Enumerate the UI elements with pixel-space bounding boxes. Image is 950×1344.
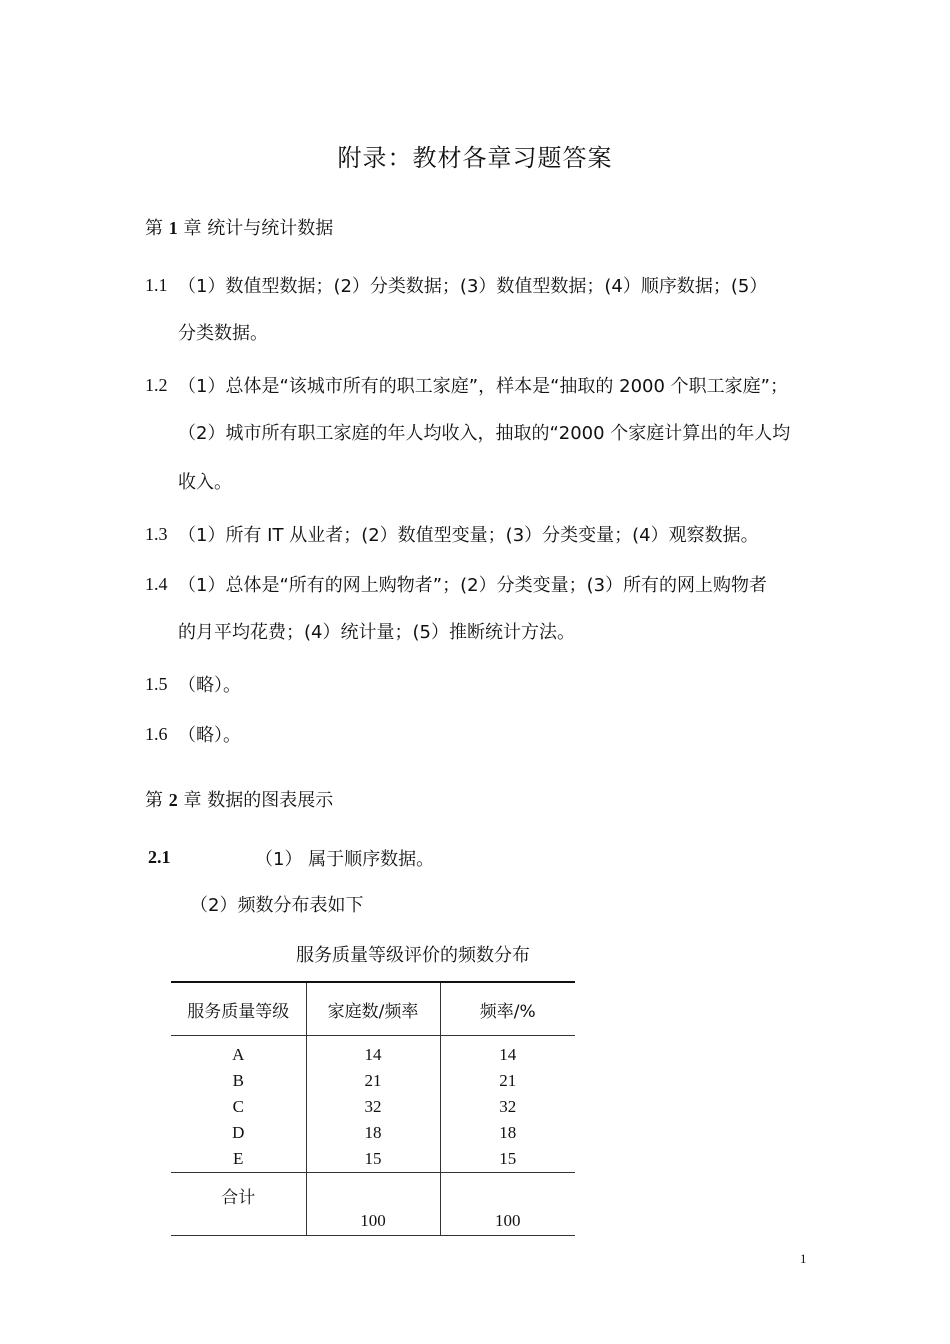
table-cell: 15	[306, 1146, 440, 1173]
answer-line: （1）所有 IT 从业者；(2）数值型变量；(3）分类变量；(4）观察数据。	[178, 525, 759, 546]
table-cell: 18	[306, 1120, 440, 1146]
total-count: 100	[306, 1173, 440, 1236]
chapter-1-heading	[145, 214, 333, 240]
question-number: 2.1	[148, 847, 171, 867]
table-cell: C	[171, 1094, 306, 1120]
answer-line: （略）。	[178, 675, 241, 696]
question-number: 1.6	[145, 724, 168, 744]
column-header: 服务质量等级	[171, 982, 306, 1036]
table-header-row	[171, 982, 575, 1036]
answer-line: 分类数据。	[178, 323, 268, 344]
answer-line: 收入。	[178, 472, 232, 493]
answer-line: （1）数值型数据；(2）分类数据；(3）数值型数据；(4）顺序数据；(5）	[178, 276, 768, 297]
table-cell: A	[171, 1036, 306, 1069]
table-cell: 15	[499, 1149, 517, 1168]
table-cell: 32	[306, 1094, 440, 1120]
total-percent: 100	[440, 1173, 575, 1236]
table-cell: D	[171, 1120, 306, 1146]
table-cell: 21	[499, 1071, 517, 1090]
chapter-prefix: 第	[145, 218, 163, 239]
answer-line: （1）总体是“该城市所有的职工家庭”，样本是“抽取的 2000 个职工家庭”；	[178, 376, 789, 397]
chapter-title: 章 数据的图表展示	[183, 790, 334, 811]
table-cell: E	[171, 1146, 306, 1173]
table-cell: 32	[499, 1097, 517, 1116]
question-number: 1.3	[145, 524, 168, 544]
answer-line: （略）。	[178, 725, 241, 746]
table-cell: 14	[306, 1036, 440, 1069]
answer-line: 的月平均花费；(4）统计量；(5）推断统计方法。	[178, 622, 575, 643]
frequency-table	[171, 981, 575, 1236]
table-cell: 18	[499, 1123, 517, 1142]
answer-line: （2）频数分布表如下	[190, 895, 364, 916]
column-header: 频率/%	[440, 982, 575, 1036]
answer-line: （1）总体是“所有的网上购物者”；(2）分类变量；(3）所有的网上购物者	[178, 575, 768, 596]
answer-line: （1） 属于顺序数据。	[255, 849, 435, 870]
column-header: 家庭数/频率	[306, 982, 440, 1036]
page-title: 附录：教材各章习题答案	[337, 144, 613, 172]
chapter-2-heading	[145, 786, 333, 812]
table-cell: B	[171, 1068, 306, 1094]
chapter-prefix: 第	[145, 790, 163, 811]
chapter-number: 1	[168, 218, 178, 238]
page-number: 1	[800, 1251, 807, 1266]
chapter-number: 2	[168, 790, 178, 810]
chapter-title: 章 统计与统计数据	[183, 218, 334, 239]
question-number: 1.4	[145, 574, 168, 594]
table-cell: 21	[306, 1068, 440, 1094]
question-number: 1.5	[145, 674, 168, 694]
table-cell: 14	[499, 1045, 517, 1064]
question-number: 1.1	[145, 275, 168, 295]
question-number: 1.2	[145, 375, 168, 395]
table-caption: 服务质量等级评价的频数分布	[296, 945, 530, 966]
table-total-row	[171, 1173, 575, 1236]
total-label: 合计	[171, 1173, 306, 1236]
answer-line: （2）城市所有职工家庭的年人均收入，抽取的“2000 个家庭计算出的年人均	[178, 423, 791, 444]
